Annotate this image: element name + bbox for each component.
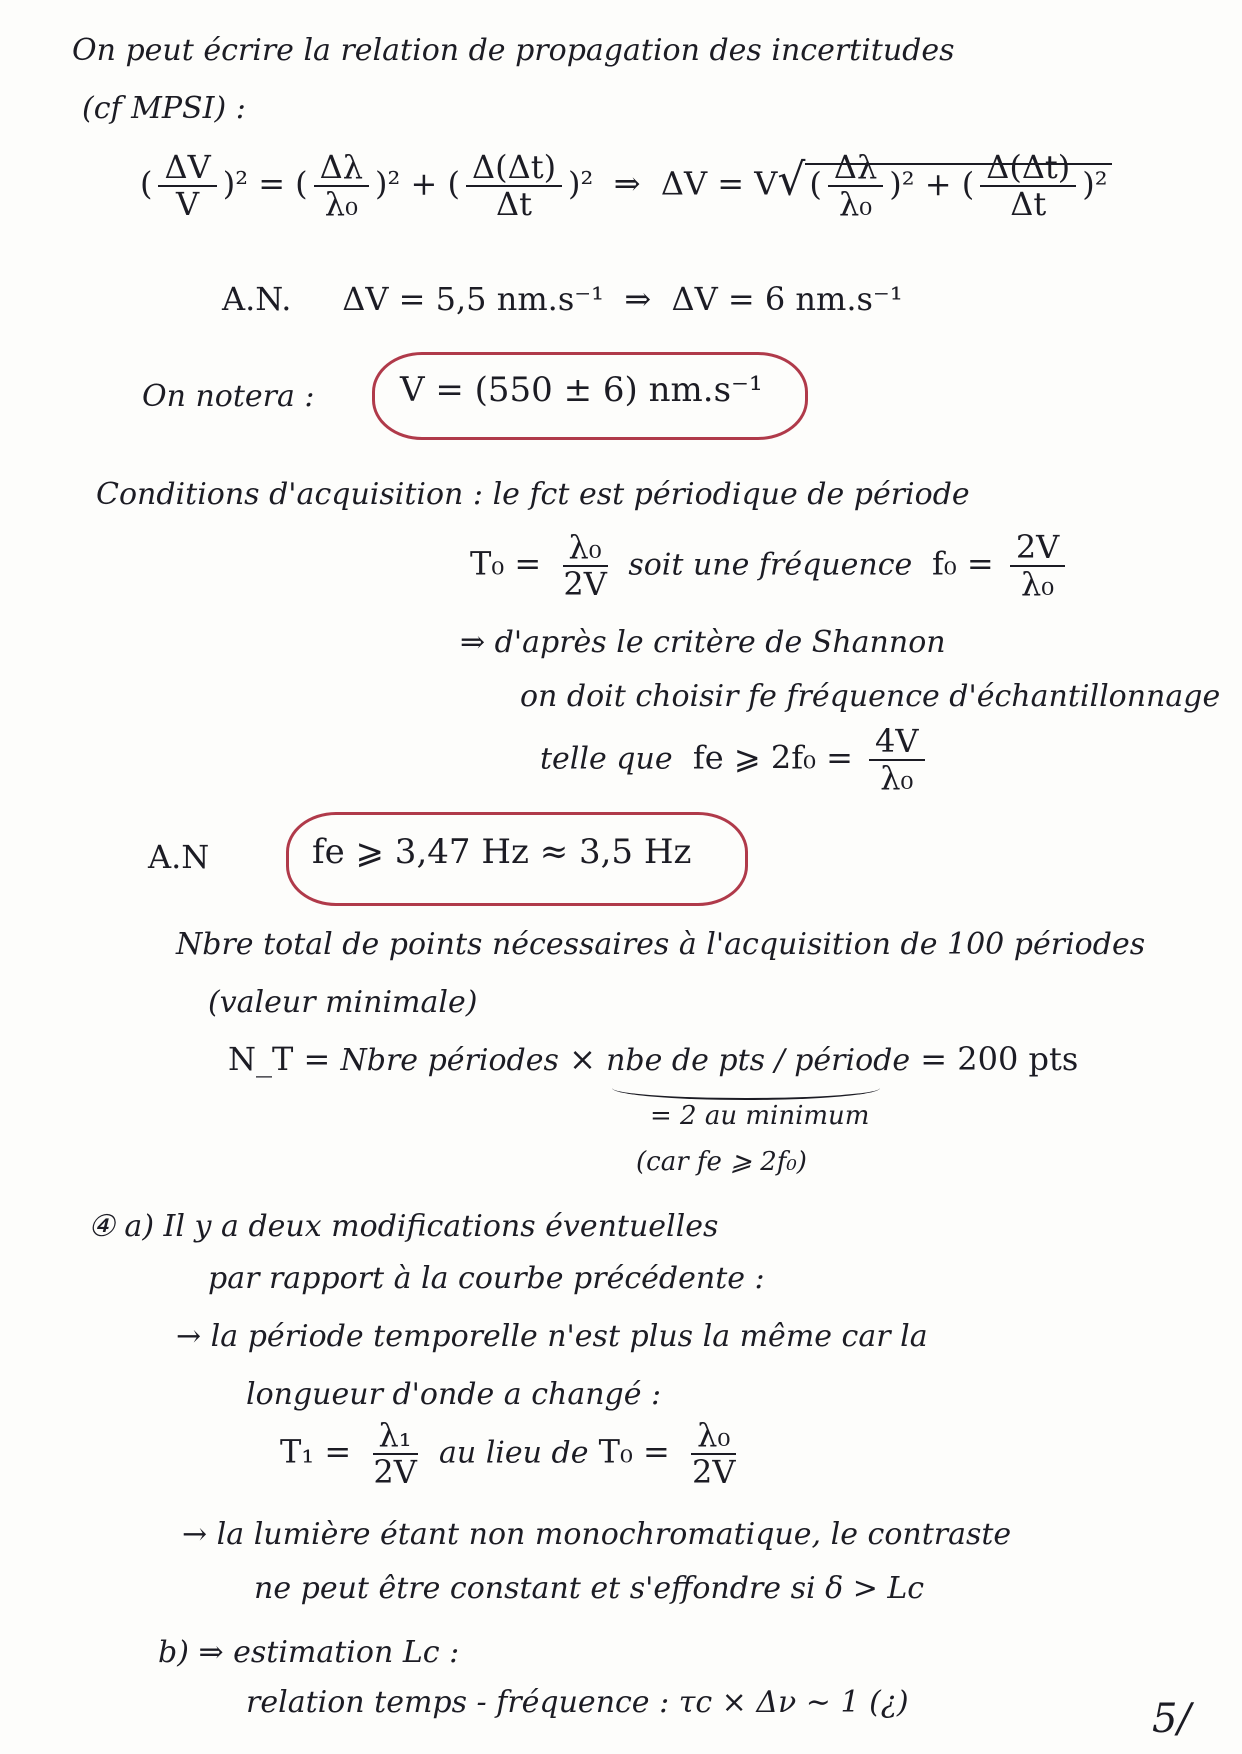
period-frequency-equation: T₀ = $\frac{\text{λ₀}}{2V}$ soit une fréquence f₀ = $\frac{2V}{\text{λ₀}}$ [470, 530, 1071, 602]
new-period-equation: T₁ = $\frac{\text{λ₁}}{2V}$ au lieu de T₀ = $\frac{\text{λ₀}}{2V}$ [280, 1416, 736, 1492]
text-line-intro: On peut écrire la relation de propagation des incertitudes [72, 33, 955, 68]
points-equation: N_T = Nbre périodes × nbe de pts / période = 200 pts [228, 1040, 1079, 1078]
brace-underline [612, 1082, 880, 1100]
frequency-result: fe ⩾ 3,47 Hz ≈ 3,5 Hz [312, 832, 692, 872]
text-line-on-notera: On notera : [142, 379, 315, 414]
sampling-inequality: telle que fe ⩾ 2f₀ = $\frac{4V}{\text{λ₀}}$ [540, 724, 931, 796]
text-line-nbre-total: Nbre total de points nécessaires à l'acquisition de 100 périodes [176, 927, 1146, 962]
numeric-application-1: A.N. ΔV = 5,5 nm.s⁻¹ ⇒ ΔV = 6 nm.s⁻¹ [222, 280, 903, 318]
text-line-par-rapport: par rapport à la courbe précédente : [208, 1261, 765, 1296]
text-line-periode: → la période temporelle n'est plus la même car la [176, 1319, 928, 1354]
text-line-conditions: Conditions d'acquisition : le fct est périodique de période [96, 477, 970, 512]
page-number: 5/ [1152, 1696, 1191, 1742]
text-line-lumiere: → la lumière étant non monochromatique, le contraste [182, 1517, 1012, 1552]
text-line-relation: relation temps - fréquence : τc × Δν ∼ 1 (¿) [246, 1685, 909, 1720]
text-line-choose-fe: on doit choisir fe fréquence d'échantillonnage [520, 679, 1221, 714]
text-line-longueur: longueur d'onde a changé : [246, 1377, 662, 1412]
text-line-shannon: ⇒ d'après le critère de Shannon [460, 625, 946, 660]
text-line-deux-min: = 2 au minimum [650, 1101, 870, 1131]
text-line-car-fe: (car fe ⩾ 2f₀) [636, 1147, 807, 1177]
text-line-mpsi: (cf MPSI) : [82, 91, 246, 126]
question-4b: b) ⇒ estimation Lc : [158, 1635, 460, 1670]
text-line-contraste: ne peut être constant et s'effondre si δ > Lc [254, 1571, 925, 1606]
velocity-result: V = (550 ± 6) nm.s⁻¹ [400, 370, 763, 410]
question-4a: ④ a) Il y a deux modifications éventuelles [88, 1209, 719, 1244]
uncertainty-equation: ( $\frac{\Delta V}{V}$ )² = ( $\frac{\Delta\lambda}{\text{λ₀}}$ )² + ( $\frac{\Delta(\Delta t)}{\Delta t}$ )² ⇒ ΔV = V√ ( $\frac{\Delta\lambda}{\text{λ₀}}$ )² + ( $\frac{\Delta(\Delta t)}{\Delta t}$ )² [140, 150, 1112, 222]
an-label-2: A.N [148, 838, 210, 876]
text-line-valeur-min: (valeur minimale) [208, 985, 478, 1020]
